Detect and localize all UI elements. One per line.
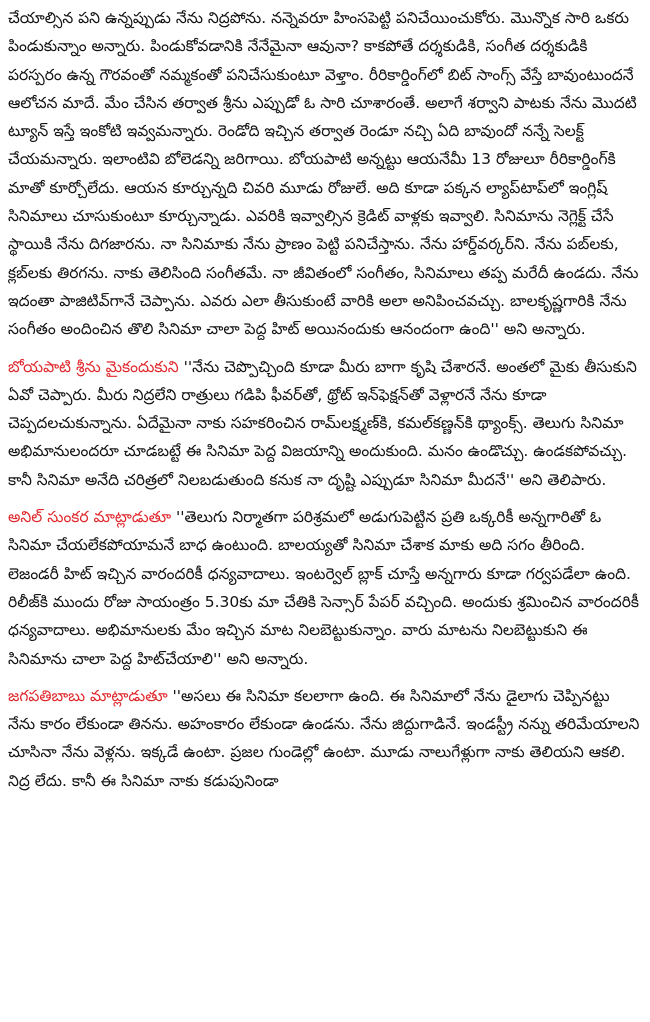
speaker-label: అనిల్ సుంకర మాట్లాడుతూ <box>8 508 172 527</box>
paragraph-body: ''తెలుగు నిర్మాతగా పరిశ్రమలో అడుగుపెట్టిన ప్రతి ఒక్కరికీ అన్నగారితో ఓ సినిమా చేయలేకపోయామనే బాధ ఉంటుంది. బాలయ్యతో సినిమా చేశాక మాకు అది సగం తీరింది. లెజండరీ హిట్ ఇచ్చిన వారందరికీ ధన్యవాదాలు. ఇంటర్వెల్ బ్లాక్ చూస్తే అన్నగారు కూడా గర్వపడేలా ఉంది. రిలీజ్‌కి ముందు రోజు సాయంత్రం 5.30కు మా చేతికి సెన్సార్ పేపర్ వచ్చింది. అందుకు శ్రమించిన వారందరికీ ధన్యవాదాలు. అభిమానులకు మేం ఇచ్చిన మాట నిలబెట్టుకున్నాం. వారు మాటను నిలబెట్టుకుని ఈ సినిమాను చాలా పెద్ద హిట్‌చేయాలి'' అని అన్నారు. <box>8 508 640 668</box>
article-paragraph <box>8 503 640 673</box>
speaker-label: జగపతిబాబు మాట్లాడుతూ <box>8 686 168 705</box>
paragraph-body: ''నేను చెప్పొచ్చింది కూడా మీరు బాగా కృషి చేశారనే. అంతలో మైకు తీసుకుని ఏవో చెప్పారు. మీరు నిద్రలేని రాత్రులు గడిపి ఫీవర్‌తో, థ్రోట్ ఇన్‌ఫెక్షన్‌తో వెళ్లారనే నేను కూడా చెప్పదలచుకున్నాను. ఏదేమైనా నాకు సహకరించిన రామ్‌లక్ష్మణ్‌కి, కమల్‌కణ్ణన్‌కి థ్యాంక్స్. తెలుగు సినిమా అభిమానులందరూ చూడబట్టే ఈ సినిమా పెద్ద విజయాన్ని అందుకుంది. మనం ఉండొచ్చు. ఉండకపోవచ్చు. కానీ సినిమా అనేది చరిత్రలో నిలబడుతుంది కనుక నా దృష్టి ఎప్పుడూ సినిమా మీదనే'' అని తెలిపారు. <box>8 357 637 489</box>
article-paragraph <box>8 4 640 344</box>
article-paragraph <box>8 353 640 494</box>
paragraph-body: ''అసలు ఈ సినిమా కలలాగా ఉంది. ఈ సినిమాలో నేను డైలాగు చెప్పినట్టు నేను కారం లేకుండా తినను. అహంకారం లేకుండా ఉండను. నేను జిద్దుగాడినే. ఇండస్ట్రీ నన్ను తరిమేయాలని చూసినా నేను వెళ్లను. ఇక్కడే ఉంటా. ప్రజల గుండెల్లో ఉంటా. మూడు నాలుగేళ్లుగా నాకు తెలియని ఆకలి. నిద్ర లేదు. కానీ ఈ సినిమా నాకు కడుపునిండా <box>8 686 640 790</box>
speaker-label: బోయపాటి శ్రీను మైకందుకుని <box>8 357 179 376</box>
paragraph-body: చేయాల్సిన పని ఉన్నప్పుడు నేను నిద్రపోను. నన్నెవరూ హింసపెట్టి పనిచేయించుకోరు. మొన్నొక సారి ఒకరు పిండుకున్నాం అన్నారు. పిండుకోవడానికి నేనేమైనా ఆవునా? కాకపోతే దర్శకుడికి, సంగీత దర్శకుడికి పరస్పరం ఉన్న గౌరవంతో నమ్మకంతో పనిచేసుకుంటూ వెళ్తాం. రీరికార్డింగ్‌లో బిట్ సాంగ్స్ వేస్తే బావుంటుందనే ఆలోచన మాదే. మేం చేసిన తర్వాత శ్రీను ఎప్పుడో ఓ సారి చూశారంతే. అలాగే శర్వాని పాటకు నేను మొదటి ట్యూన్ ఇస్తే ఇంకోటి ఇవ్వమన్నారు. రెండోది ఇచ్చిన తర్వాత రెండూ నచ్చి ఏది బావుందో నన్నే సెలక్ట్ చేయమన్నారు. ఇలాంటివి బోలెడన్ని జరిగాయి. బోయపాటి అన్నట్టు ఆయనేమీ 13 రోజులూ రీరికార్డింగ్‌కి మాతో కూర్చోలేదు. ఆయన కూర్చున్నది చివరి మూడు రోజులే. అది కూడా పక్కన ల్యాప్‌టాప్‌లో ఇంగ్లిష్ సినిమాలు చూసుకుంటూ కూర్చున్నాడు. ఎవరికి ఇవ్వాల్సిన క్రెడిట్ వాళ్లకు ఇవ్వాలి. సినిమాను నెగ్లెక్ట్ చేసే స్థాయికి నేను దిగజారను. నా సినిమాకు నేను ప్రాణం పెట్టి పనిచేస్తాను. నేను హార్డ్‌వర్కర్‌ని. నేను పబ్‌లకు, క్లబ్‌లకు తిరగను. నాకు తెలిసింది సంగీతమే. నా జీవితంలో సంగీతం, సినిమాలు తప్ప మరేదీ ఉండదు. నేను ఇదంతా పాజిటివ్‌గానే చెప్పాను. ఎవరు ఎలా తీసుకుంటే వారికి అలా అనిపించవచ్చు. బాలకృష్ణగారికి నేను సంగీతం అందించిన తొలి సినిమా చాలా పెద్ద హిట్ అయినందుకు ఆనందంగా ఉంది'' అని అన్నారు. <box>8 9 639 339</box>
article-paragraph <box>8 682 640 795</box>
